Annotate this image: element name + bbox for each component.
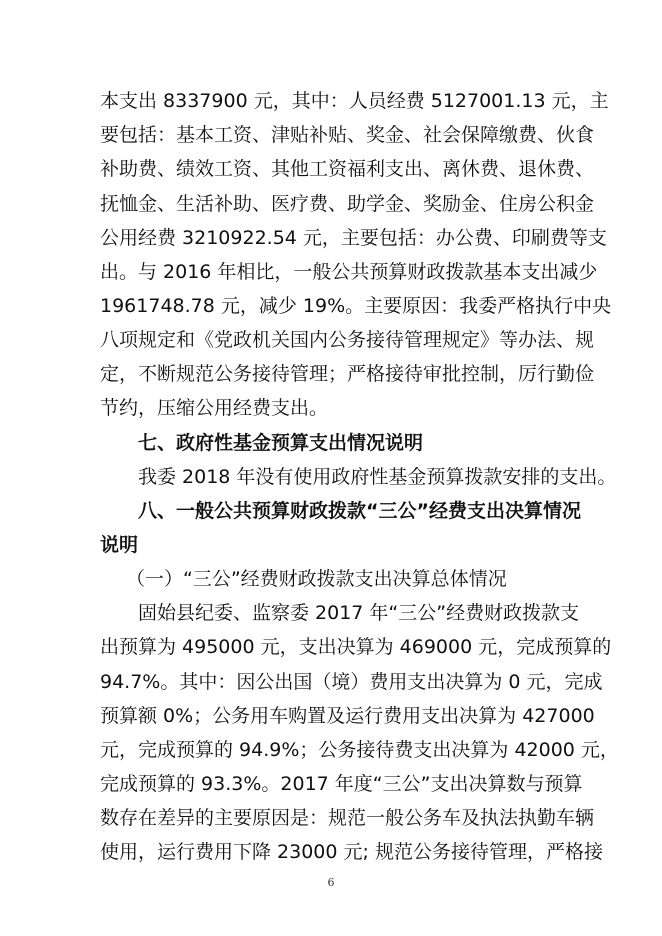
body-text-line: 节约，压缩公用经费支出。: [100, 397, 329, 419]
body-text-line: 数存在差异的主要原因是：规范一般公务车及执法执勤车辆: [100, 807, 595, 829]
body-text-line: 补助费、绩效工资、其他工资福利支出、离休费、退休费、: [100, 158, 595, 180]
body-text-line: 公用经费 3210922.54 元，主要包括：办公费、印刷费等支: [100, 227, 607, 249]
body-text-line: 元，完成预算的 94.9%；公务接待费支出决算为 42000 元，: [100, 739, 619, 761]
body-text-line: 抚恤金、生活补助、医疗费、助学金、奖励金、住房公积金: [100, 193, 595, 215]
body-text-line: 定，不断规范公务接待管理；严格接待审批控制，厉行勤俭: [100, 363, 595, 385]
body-text-line: 固始县纪委、监察委 2017 年“三公”经费财政拨款支: [138, 602, 580, 624]
body-text-line: 出。与 2016 年相比，一般公共预算财政拨款基本支出减少: [100, 261, 598, 283]
body-text-line: 1961748.78 元，减少 19%。主要原因：我委严格执行中央: [100, 295, 612, 317]
body-text-line: 出预算为 495000 元，支出决算为 469000 元，完成预算的: [100, 636, 612, 658]
page-number: 6: [327, 876, 335, 889]
body-text-line: 本支出 8337900 元，其中：人员经费 5127001.13 元，主: [100, 90, 609, 112]
section-heading-8-continued: 说明: [100, 534, 139, 556]
body-text-line: 要包括：基本工资、津贴补贴、奖金、社会保障缴费、伙食: [100, 124, 595, 146]
body-text-line: 我委 2018 年没有使用政府性基金预算拨款安排的支出。: [138, 466, 617, 488]
section-heading-8: 八、一般公共预算财政拨款“三公”经费支出决算情况: [138, 500, 581, 522]
body-text-line: 八项规定和《党政机关国内公务接待管理规定》等办法、规: [100, 329, 595, 351]
body-text-line: 完成预算的 93.3%。2017 年度“三公”支出决算数与预算: [100, 773, 583, 795]
body-text-line: 使用，运行费用下降 23000 元; 规范公务接待管理，严格接: [100, 841, 603, 863]
subsection-heading-1: （一）“三公”经费财政拨款支出决算总体情况: [126, 568, 507, 590]
body-text-line: 94.7%。其中：因公出国（境）费用支出决算为 0 元，完成: [100, 671, 603, 693]
body-text-line: 预算额 0%；公务用车购置及运行费用支出决算为 427000: [100, 705, 595, 727]
section-heading-7: 七、政府性基金预算支出情况说明: [138, 432, 424, 454]
